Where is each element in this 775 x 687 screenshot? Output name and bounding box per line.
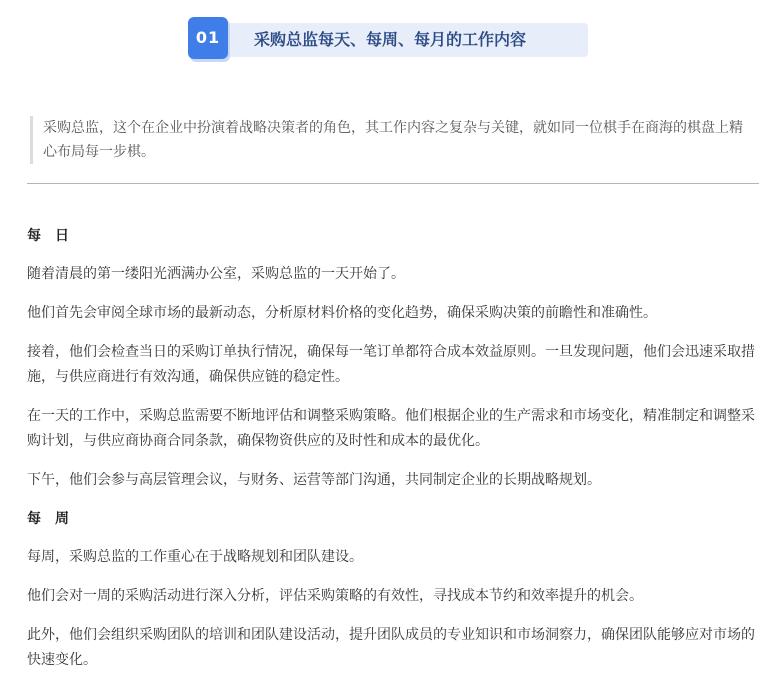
daily-paragraph: 下午，他们会参与高层管理会议，与财务、运营等部门沟通，共同制定企业的长期战略规划。 — [27, 472, 601, 488]
daily-paragraph: 随着清晨的第一缕阳光洒满办公室，采购总监的一天开始了。 — [27, 266, 405, 282]
weekly-paragraph: 每周，采购总监的工作重心在于战略规划和团队建设。 — [27, 549, 363, 565]
daily-heading: 每 日 — [27, 228, 69, 244]
weekly-paragraph: 此外，他们会组织采购团队的培训和团队建设活动，提升团队成员的专业知识和市场洞察力，确保团队能够应对市场的快速变化。 — [27, 627, 755, 668]
intro-blockquote: 采购总监，这个在企业中扮演着战略决策者的角色，其工作内容之复杂与关键，就如同一位棋手在商海的棋盘上精心布局每一步棋。 — [30, 116, 755, 164]
daily-paragraph: 他们首先会审阅全球市场的最新动态，分析原材料价格的变化趋势，确保采购决策的前瞻性和准确性。 — [27, 305, 657, 321]
article-body — [27, 224, 760, 687]
daily-paragraph: 接着，他们会检查当日的采购订单执行情况，确保每一笔订单都符合成本效益原则。一旦发现问题，他们会迅速采取措施，与供应商进行有效沟通，确保供应链的稳定性。 — [27, 344, 755, 385]
weekly-paragraph: 他们会对一周的采购活动进行深入分析，评估采购策略的有效性，寻找成本节约和效率提升的机会。 — [27, 588, 643, 604]
section-number-badge: 01 — [188, 17, 228, 59]
weekly-heading: 每 周 — [27, 511, 69, 527]
section-header — [188, 17, 588, 59]
daily-paragraph: 在一天的工作中，采购总监需要不断地评估和调整采购策略。他们根据企业的生产需求和市场变化，精准制定和调整采购计划，与供应商协商合同条款，确保物资供应的及时性和成本的最优化。 — [27, 408, 755, 449]
divider — [27, 183, 759, 184]
section-title: 采购总监每天、每周、每月的工作内容 — [254, 30, 527, 49]
